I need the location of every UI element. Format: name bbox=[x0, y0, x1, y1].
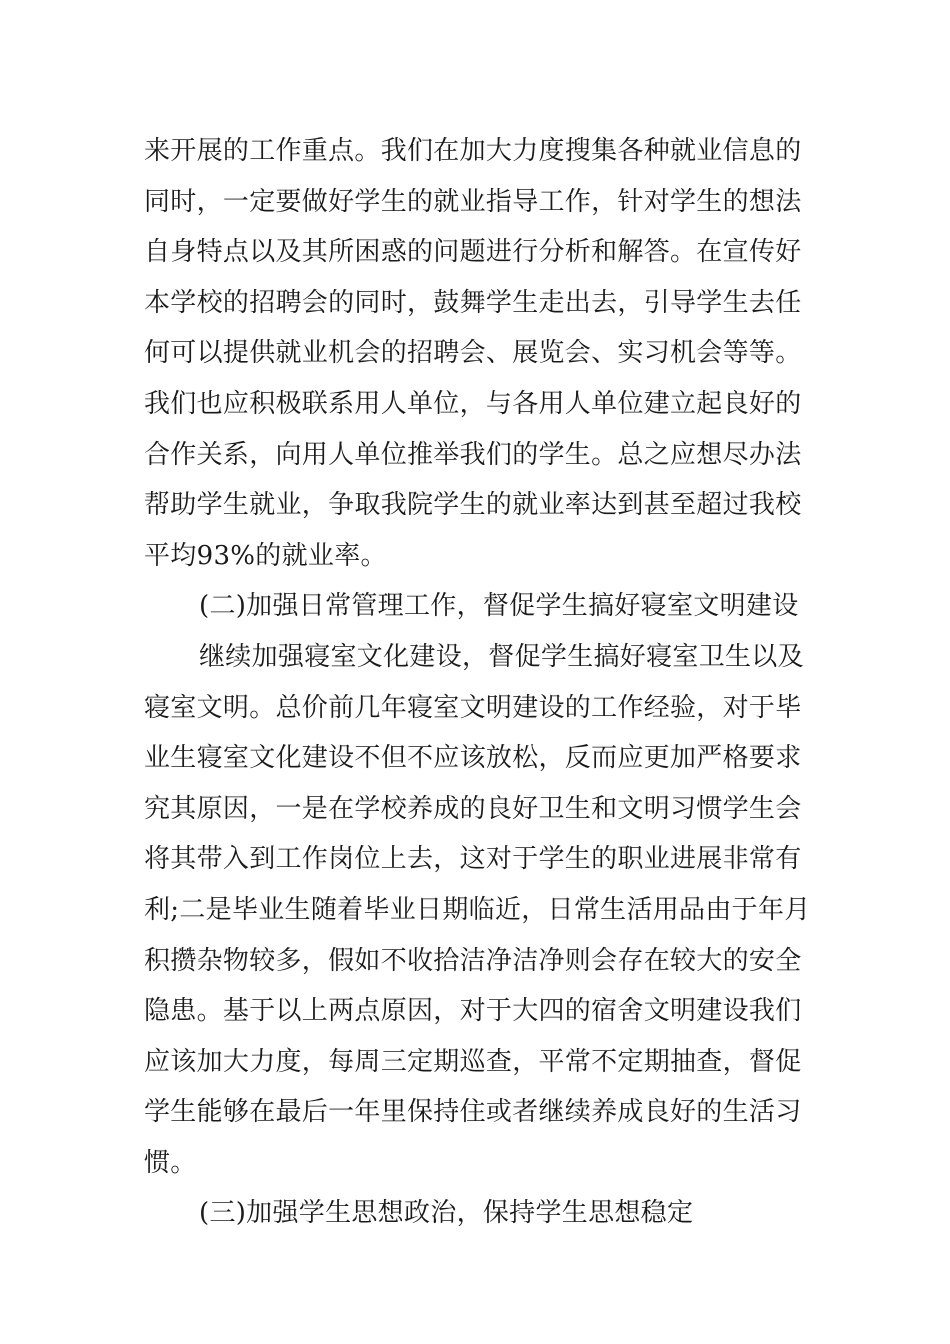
paragraph-line: 隐患。基于以上两点原因，对于大四的宿舍文明建设我们 bbox=[144, 996, 802, 1027]
paragraph-line: 应该加大力度，每周三定期巡查，平常不定期抽查，督促 bbox=[144, 1046, 802, 1077]
paragraph-line: 自身特点以及其所困惑的问题进行分析和解答。在宣传好 bbox=[144, 237, 802, 268]
paragraph-line: 寝室文明。总价前几年寝室文明建设的工作经验，对于毕 bbox=[144, 692, 802, 723]
paragraph-line: 同时，一定要做好学生的就业指导工作，针对学生的想法 bbox=[144, 186, 802, 217]
paragraph-line: 惯。 bbox=[144, 1147, 197, 1178]
paragraph-line: 积攒杂物较多，假如不收拾洁净洁净则会存在较大的安全 bbox=[144, 945, 802, 976]
section-heading: (二)加强日常管理工作，督促学生搞好寝室文明建设 bbox=[199, 591, 799, 622]
paragraph-line: 本学校的招聘会的同时，鼓舞学生走出去，引导学生去任 bbox=[144, 287, 802, 318]
section-heading: (三)加强学生思想政治，保持学生思想稳定 bbox=[199, 1198, 694, 1229]
paragraph-line: 学生能够在最后一年里保持住或者继续养成良好的生活习 bbox=[144, 1097, 802, 1128]
paragraph-line: 合作关系，向用人单位推举我们的学生。总之应想尽办法 bbox=[144, 439, 802, 470]
paragraph-line: 帮助学生就业，争取我院学生的就业率达到甚至超过我校 bbox=[144, 490, 802, 521]
paragraph-line: 究其原因，一是在学校养成的良好卫生和文明习惯学生会 bbox=[144, 793, 802, 824]
document-body bbox=[144, 126, 814, 1239]
paragraph-line: 何可以提供就业机会的招聘会、展览会、实习机会等等。 bbox=[144, 338, 802, 369]
paragraph-line: 来开展的工作重点。我们在加大力度搜集各种就业信息的 bbox=[144, 136, 802, 166]
paragraph-line: 将其带入到工作岗位上去，这对于学生的职业进展非常有 bbox=[144, 844, 802, 875]
paragraph-line: 利;二是毕业生随着毕业日期临近，日常生活用品由于年月 bbox=[144, 894, 811, 925]
paragraph-line: 我们也应积极联系用人单位，与各用人单位建立起良好的 bbox=[144, 388, 802, 419]
paragraph-line: 业生寝室文化建设不但不应该放松，反而应更加严格要求 bbox=[144, 743, 802, 774]
paragraph-line: 平均93%的就业率。 bbox=[144, 540, 387, 571]
paragraph-line: 继续加强寝室文化建设，督促学生搞好寝室卫生以及 bbox=[199, 641, 804, 672]
